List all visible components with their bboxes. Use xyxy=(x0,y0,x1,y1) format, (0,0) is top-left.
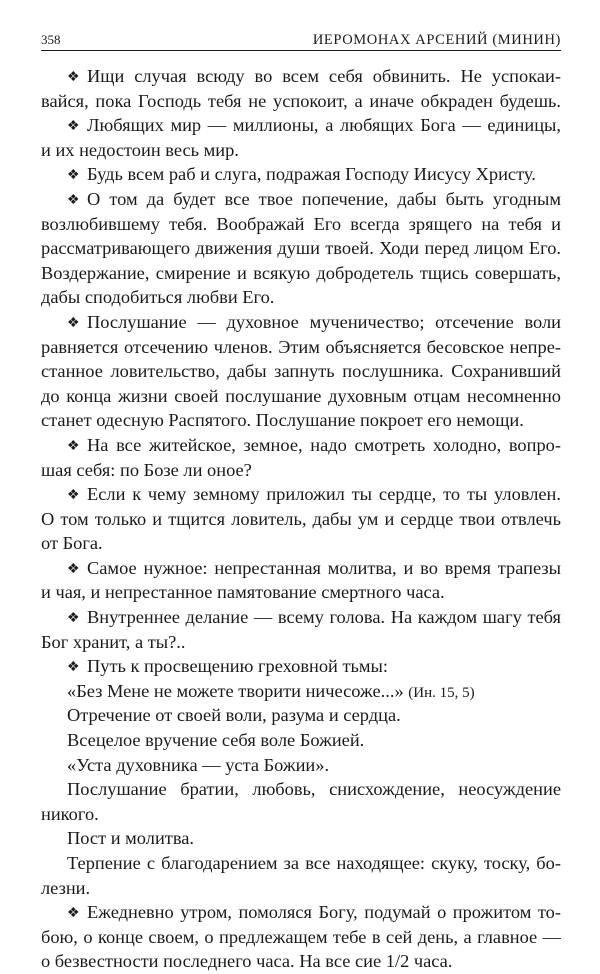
text-line xyxy=(41,925,561,950)
line-text: Самое нужное: непрестанная молитва, и во время трапезы xyxy=(87,557,561,578)
line-text: шая себя: по Бозе ли оное? xyxy=(41,459,252,480)
diamond-bullet-icon: ❖ xyxy=(67,488,80,504)
line-text: и их недостоин весь мир. xyxy=(41,139,239,160)
line-text: Всецелое вручение себя воле Божией. xyxy=(67,730,365,751)
line-text: Терпение с благодарением за все находящее: скуку, тоску, бо- xyxy=(67,853,561,873)
paragraph-first-line xyxy=(41,310,561,335)
line-text: Если к чему земному приложил ты сердце, то ты уловлен. xyxy=(87,484,561,505)
line-text: Путь к просвещению греховной тьмы: xyxy=(87,656,389,677)
line-text: о безвестности последнего часа. На все сие 1/2 часа. xyxy=(41,951,453,972)
body-text xyxy=(41,64,561,974)
text-line xyxy=(41,359,561,384)
text-line xyxy=(41,89,561,114)
line-text: станет одесную Распятого. Послушание покроет его немощи. xyxy=(41,410,524,431)
text-line xyxy=(41,630,561,655)
text-line xyxy=(41,802,561,827)
line-text: вайся, пока Господь тебя не успокоит, а иначе обкраден будешь. xyxy=(41,90,561,111)
text-line xyxy=(41,212,561,237)
paragraph-first-line xyxy=(41,113,561,138)
diamond-bullet-icon: ❖ xyxy=(67,561,80,577)
text-line xyxy=(41,580,561,605)
line-text: и чая, и непрестанное памятование смертного часа. xyxy=(41,582,445,603)
line-text: дабы сподобиться любви Его. xyxy=(41,287,275,308)
paragraph-first-line xyxy=(41,654,561,679)
text-line xyxy=(41,384,561,409)
line-text: Послушание братии, любовь, снисхождение, неосуждение xyxy=(67,779,561,800)
paragraph-first-line xyxy=(41,556,561,581)
line-text: На все житейское, земное, надо смотреть холодно, вопро- xyxy=(87,434,561,455)
text-line xyxy=(41,285,561,310)
text-line xyxy=(41,679,561,704)
line-text: Любящих мир — миллионы, а любящих Бога — единицы, xyxy=(87,115,561,136)
text-line xyxy=(41,851,561,876)
paragraph-first-line xyxy=(41,482,561,507)
diamond-bullet-icon: ❖ xyxy=(67,192,80,208)
line-text: Воздержание, смирение и всякую добродетель тщись совершать, xyxy=(41,262,561,283)
running-head xyxy=(41,30,561,51)
line-text: возлюбившему тебя. Воображай Его всегда зрящего на тебя и xyxy=(41,213,561,234)
line-text: О том да будет все твое попечение, дабы быть угодным xyxy=(87,188,561,209)
line-text: равняется отсечению членов. Этим объясняется бесовское непре- xyxy=(41,336,561,357)
line-text: Ищи случая всюду во всем себя обвинить. Не успокаи- xyxy=(87,66,561,86)
text-line xyxy=(41,408,561,433)
paragraph-first-line xyxy=(41,900,561,925)
diamond-bullet-icon: ❖ xyxy=(67,611,80,627)
diamond-bullet-icon: ❖ xyxy=(67,168,80,184)
text-line xyxy=(41,826,561,851)
text-line xyxy=(41,236,561,261)
page-number: 358 xyxy=(41,32,61,47)
text-line xyxy=(41,531,561,556)
text-line xyxy=(41,507,561,532)
line-text: рассматривающего движения души твоей. Ходи перед лицом Его. xyxy=(41,238,561,259)
text-line xyxy=(41,138,561,163)
line-text: О том только и тщится ловитель, дабы ум и сердце твои отвлечь xyxy=(41,508,561,529)
text-line xyxy=(41,728,561,753)
text-line xyxy=(41,335,561,360)
text-line xyxy=(41,876,561,901)
diamond-bullet-icon: ❖ xyxy=(67,70,80,85)
line-text: бою, о конце своем, о предлежащем тебе в сей день, а главное — xyxy=(41,926,561,947)
diamond-bullet-icon: ❖ xyxy=(67,315,80,331)
paragraph-first-line xyxy=(41,187,561,212)
line-text: лезни. xyxy=(41,877,91,898)
line-text: Послушание — духовное мученичество; отсечение воли xyxy=(87,311,561,332)
line-text: Отречение от своей воли, разума и сердца. xyxy=(67,705,401,726)
paragraph-first-line xyxy=(41,605,561,630)
line-text: никого. xyxy=(41,803,99,824)
text-line xyxy=(41,458,561,483)
diamond-bullet-icon: ❖ xyxy=(67,906,80,922)
paragraph-first-line xyxy=(41,433,561,458)
diamond-bullet-icon: ❖ xyxy=(67,119,80,135)
line-text: от Бога. xyxy=(41,533,103,554)
text-line xyxy=(41,703,561,728)
scripture-reference: (Ин. 15, 5) xyxy=(408,684,475,701)
paragraph-first-line xyxy=(41,162,561,187)
paragraph-first-line xyxy=(41,64,561,89)
line-text: «Без Мене не можете творити ничесоже...» xyxy=(67,680,404,701)
diamond-bullet-icon: ❖ xyxy=(67,438,80,454)
line-text: Бог хранит, а ты?.. xyxy=(41,631,186,652)
line-text: «Уста духовника — уста Божии». xyxy=(67,754,330,775)
text-line xyxy=(41,261,561,286)
diamond-bullet-icon: ❖ xyxy=(67,660,80,676)
line-text: Ежедневно утром, помоляся Богу, подумай о прожитом то- xyxy=(87,902,561,923)
line-text: Внутреннее делание — всему голова. На каждом шагу тебя xyxy=(87,607,561,628)
text-line xyxy=(41,753,561,778)
line-text: Будь всем раб и слуга, подражая Господу Иисусу Христу. xyxy=(87,164,536,185)
line-text: Пост и молитва. xyxy=(67,828,195,849)
text-line xyxy=(41,949,561,974)
line-text: до конца жизни своей послушание духовным отцам несомненно xyxy=(41,385,561,406)
running-title: ИЕРОМОНАХ АРСЕНИЙ (МИНИН) xyxy=(312,32,561,48)
text-line xyxy=(41,777,561,802)
line-text: станное ловительство, дабы запнуть послушника. Сохранивший xyxy=(41,361,561,382)
